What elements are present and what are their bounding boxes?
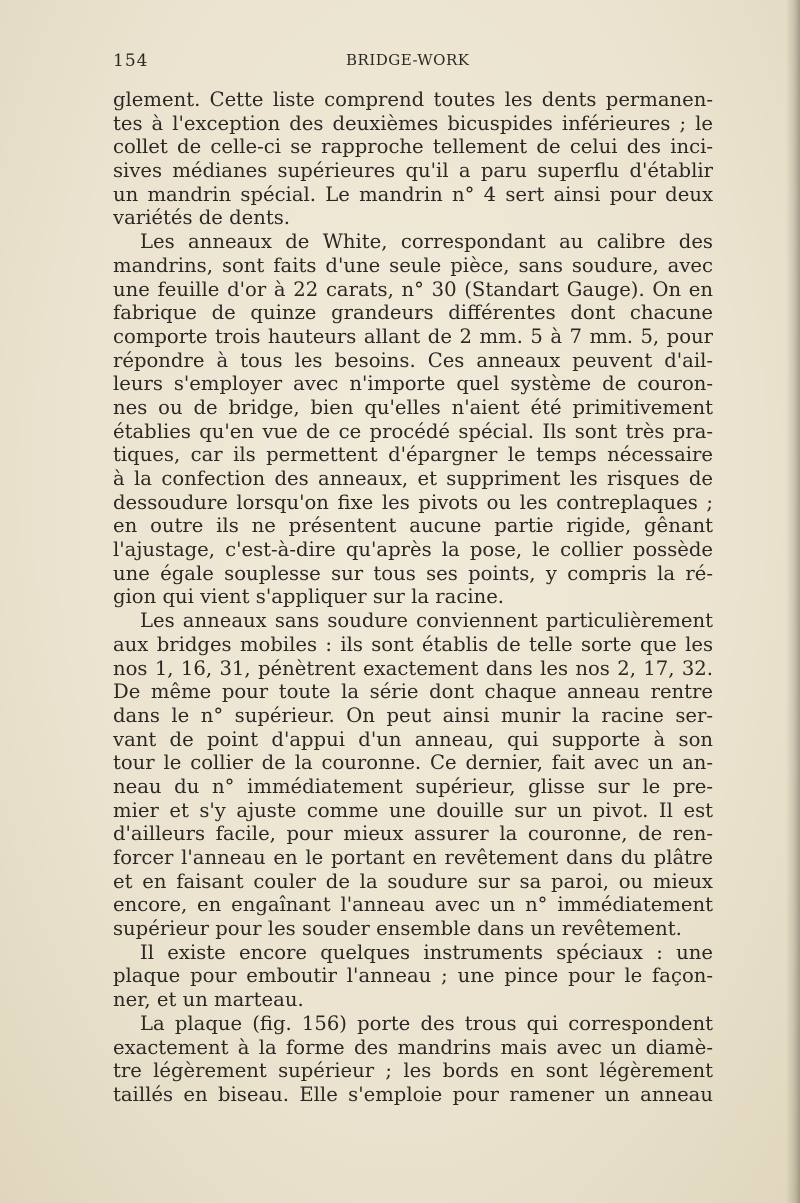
text-line: De même pour toute la série dont chaque anneau rentre bbox=[113, 680, 713, 704]
text-line: sives médianes supérieures qu'il a paru superflu d'établir bbox=[113, 159, 713, 183]
text-line: mandrins, sont faits d'une seule pièce, sans soudure, avec bbox=[113, 253, 713, 277]
text-line: nos 1, 16, 31, pénètrent exactement dans les nos 2, 17, 32. bbox=[113, 656, 713, 680]
text-line: un mandrin spécial. Le mandrin n° 4 sert ainsi pour deux bbox=[113, 182, 713, 206]
text-line: dessoudure lorsqu'on fixe les pivots ou les contreplaques ; bbox=[113, 490, 713, 514]
text-line: vant de point d'appui d'un anneau, qui supporte à son bbox=[113, 727, 713, 751]
text-line: Les anneaux de White, correspondant au calibre des bbox=[140, 230, 713, 254]
text-line: mier et s'y ajuste comme une douille sur un pivot. Il est bbox=[113, 798, 713, 822]
page-number: 154 bbox=[113, 51, 149, 71]
text-line: collet de celle-ci se rapproche tellement de celui des inci- bbox=[113, 135, 713, 159]
text-line: Les anneaux sans soudure conviennent particulièrement bbox=[140, 609, 713, 633]
body-text bbox=[113, 88, 713, 1107]
text-line: plaque pour emboutir l'anneau ; une pince pour le façon- bbox=[113, 964, 713, 988]
text-line: encore, en engaînant l'anneau avec un n° immédiatement bbox=[113, 893, 713, 917]
page-edge-shadow bbox=[786, 0, 800, 1203]
text-line: comporte trois hauteurs allant de 2 mm. 5 à 7 mm. 5, pour bbox=[113, 324, 713, 348]
text-line: dans le n° supérieur. On peut ainsi munir la racine ser- bbox=[113, 703, 713, 727]
text-line: et en faisant couler de la soudure sur sa paroi, ou mieux bbox=[113, 869, 713, 893]
text-line: répondre à tous les besoins. Ces anneaux peuvent d'ail- bbox=[113, 348, 713, 372]
page-header bbox=[113, 51, 713, 75]
text-line: à la confection des anneaux, et suppriment les risques de bbox=[113, 467, 713, 490]
text-line: forcer l'anneau en le portant en revêtement dans du plâtre bbox=[113, 846, 713, 869]
text-line: La plaque (fig. 156) porte des trous qui correspondent bbox=[140, 1011, 713, 1035]
text-line: établies qu'en vue de ce procédé spécial. Ils sont très pra- bbox=[113, 419, 713, 443]
text-line: en outre ils ne présentent aucune partie rigide, gênant bbox=[113, 514, 713, 538]
text-line: gion qui vient s'appliquer sur la racine. bbox=[113, 585, 505, 609]
text-line: aux bridges mobiles : ils sont établis de telle sorte que les bbox=[113, 632, 713, 656]
text-line: variétés de dents. bbox=[113, 206, 291, 230]
text-line: une égale souplesse sur tous ses points, y compris la ré- bbox=[113, 561, 713, 585]
text-line: ner, et un marteau. bbox=[113, 988, 304, 1012]
text-line: fabrique de quinze grandeurs différentes dont chacune bbox=[113, 301, 713, 325]
text-line: tre légèrement supérieur ; les bords en sont légèrement bbox=[113, 1059, 713, 1083]
text-line: l'ajustage, c'est-à-dire qu'après la pose, le collier possède bbox=[113, 538, 713, 562]
text-line: nes ou de bridge, bien qu'elles n'aient été primitivement bbox=[113, 395, 713, 419]
text-line: Il existe encore quelques instruments spéciaux : une bbox=[140, 940, 713, 964]
text-line: exactement à la forme des mandrins mais avec un diamè- bbox=[113, 1035, 713, 1059]
text-line: neau du n° immédiatement supérieur, glisse sur le pre- bbox=[113, 774, 713, 798]
text-line: leurs s'employer avec n'importe quel système de couron- bbox=[113, 372, 713, 396]
text-line: tes à l'exception des deuxièmes bicuspides inférieures ; le bbox=[113, 111, 713, 135]
text-line: une feuille d'or à 22 carats, n° 30 (Standart Gauge). On en bbox=[113, 277, 713, 301]
text-line: d'ailleurs facile, pour mieux assurer la couronne, de ren- bbox=[113, 822, 713, 846]
text-line: taillés en biseau. Elle s'emploie pour ramener un anneau bbox=[113, 1082, 713, 1106]
running-head: BRIDGE-WORK bbox=[346, 51, 470, 69]
text-line: tiques, car ils permettent d'épargner le temps nécessaire bbox=[113, 443, 713, 467]
text-line: supérieur pour les souder ensemble dans un revêtement. bbox=[113, 917, 682, 941]
text-line: tour le collier de la couronne. Ce dernier, fait avec un an- bbox=[113, 751, 713, 775]
text-line: glement. Cette liste comprend toutes les dents permanen- bbox=[113, 88, 713, 111]
